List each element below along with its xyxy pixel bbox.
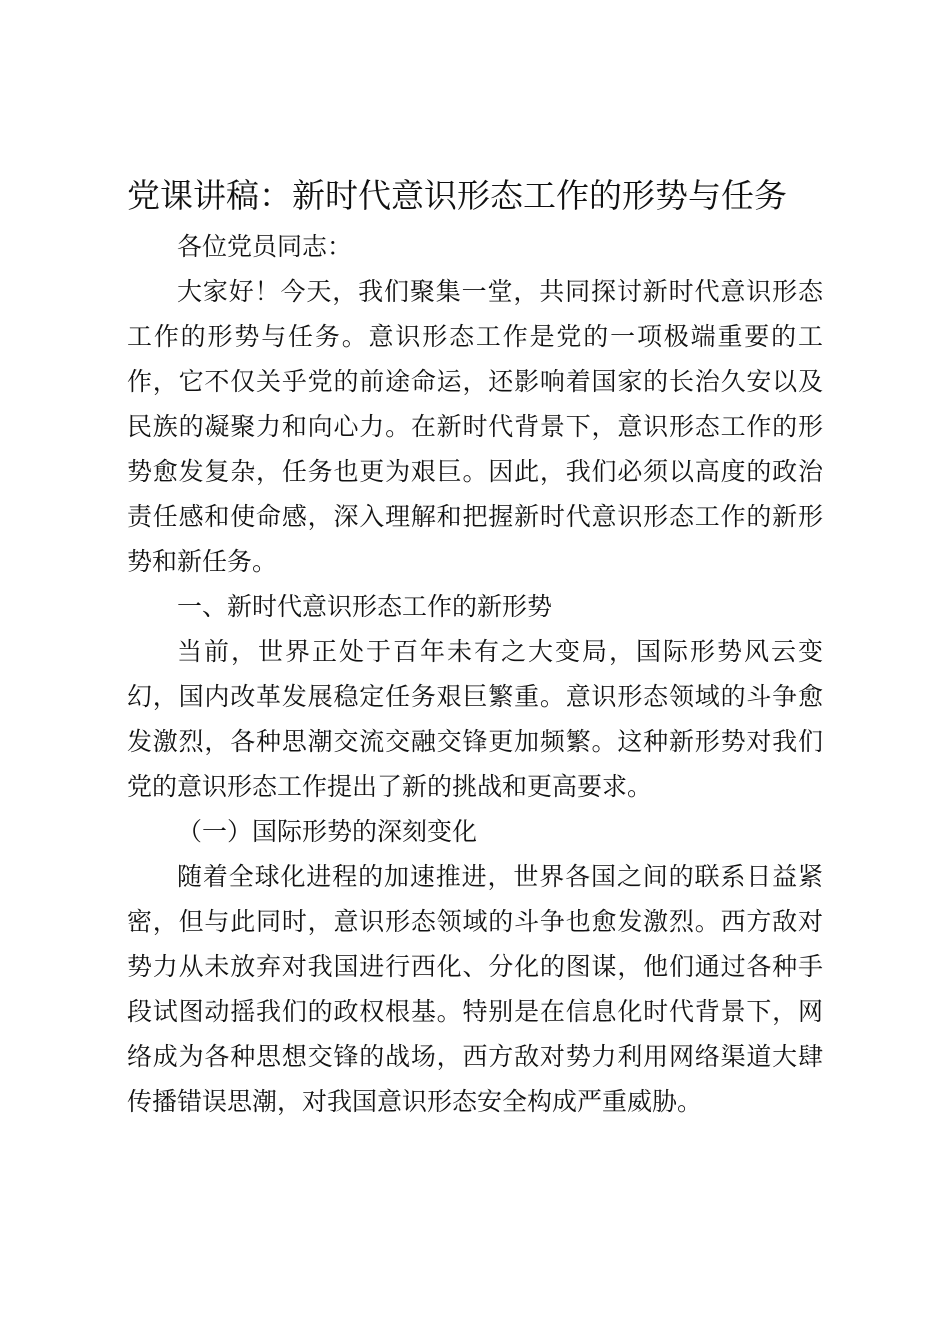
paragraph-situation: 当前，世界正处于百年未有之大变局，国际形势风云变幻，国内改革发展稳定任务艰巨繁重。意识形态领域的斗争愈发激烈，各种思潮交流交融交锋更加频繁。这种新形势对我们党的意识形态工作提出了新的挑战和更高要求。 [127, 637, 823, 801]
paragraph-international: 随着全球化进程的加速推进，世界各国之间的联系日益紧密，但与此同时，意识形态领域的斗争也愈发激烈。西方敌对势力从未放弃对我国进行西化、分化的图谋，他们通过各种手段试图动摇我们的政权根基。特别是在信息化时代背景下，网络成为各种思想交锋的战场，西方敌对势力利用网络渠道大肆传播错误思潮，对我国意识形态安全构成严重威胁。 [127, 862, 823, 1116]
paragraph-intro: 大家好！今天，我们聚集一堂，共同探讨新时代意识形态工作的形势与任务。意识形态工作是党的一项极端重要的工作，它不仅关乎党的前途命运，还影响着国家的长治久安以及民族的凝聚力和向心力。在新时代背景下，意识形态工作的形势愈发复杂，任务也更为艰巨。因此，我们必须以高度的政治责任感和使命感，深入理解和把握新时代意识形态工作的新形势和新任务。 [127, 277, 823, 576]
document-title: 党课讲稿：新时代意识形态工作的形势与任务 [127, 176, 787, 215]
subsection-heading-1: （一）国际形势的深刻变化 [177, 817, 478, 846]
section-heading-1: 一、新时代意识形态工作的新形势 [177, 592, 553, 621]
salutation: 各位党员同志： [177, 232, 353, 261]
document-page [127, 170, 823, 1124]
